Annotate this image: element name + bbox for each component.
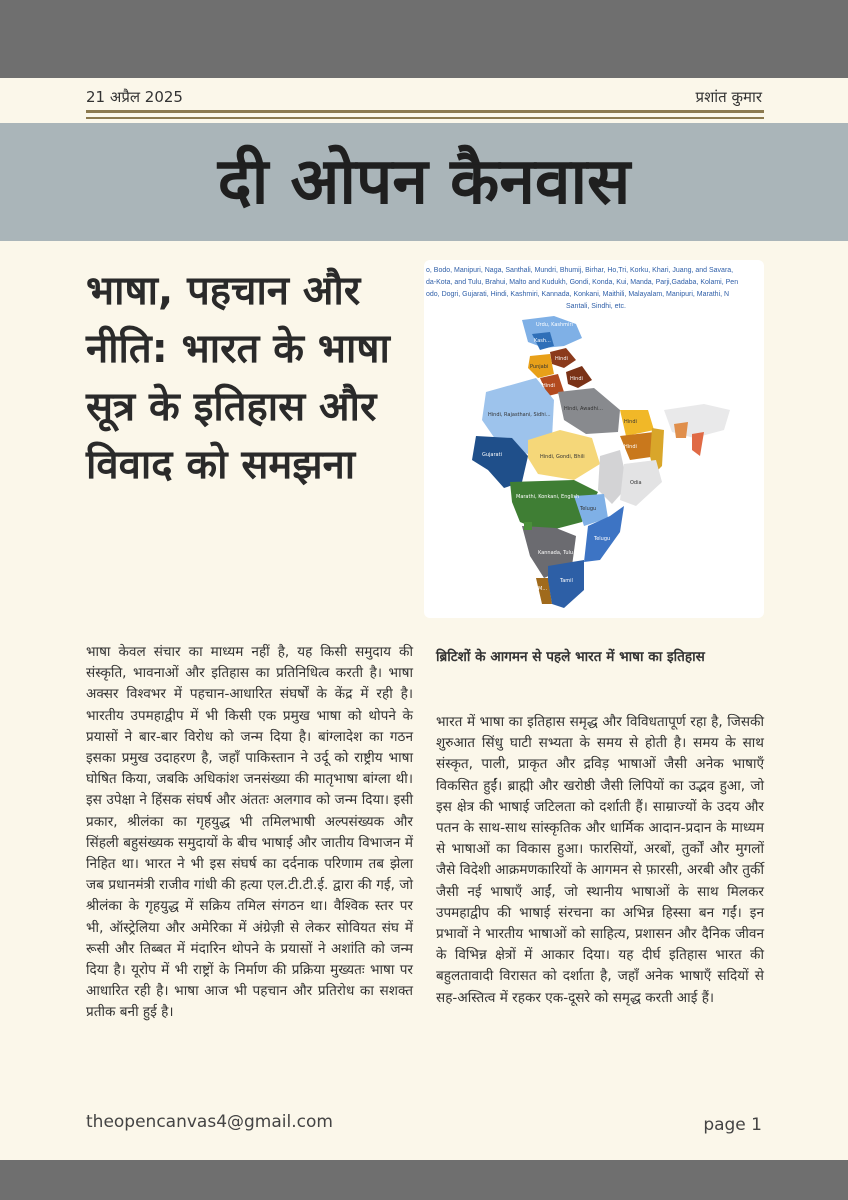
label-awadhi: Hindi, Awadhi... [564, 406, 603, 412]
map-caption-line-1: o, Bodo, Manipuri, Naga, Santhali, Mundri, Bhumij, Birhar, Ho,Tri, Korku, Khari, Juang, and Savara, [426, 267, 734, 274]
label-urdu-kashmiri: Urdu, Kashmiri [536, 322, 573, 328]
label-odia: Odia [630, 480, 642, 486]
label-marathi: Marathi, Konkani, English [516, 494, 580, 500]
map-region-goa [524, 522, 532, 530]
article-headline: भाषा, पहचान और नीति: भारत के भाषा सूत्र के इतिहास और विवाद को समझना [86, 268, 390, 488]
map-region-northeast [664, 404, 730, 438]
label-hindi-5: Hindi [624, 444, 637, 450]
label-hindi-1: Hindi [555, 356, 568, 362]
footer-email: theopencanvas4@gmail.com [86, 1112, 333, 1132]
article-body-right: भारत में भाषा का इतिहास समृद्ध और विविधतापूर्ण रहा है, जिसकी शुरुआत सिंधु घाटी सभ्यता के समय से होती है। समय के साथ संस्कृत, पाली, प्राकृत और द्रविड़ भाषाओं जैसी अनेक भाषाएँ विकसित हुईं। ब्राह्मी और खरोष्ठी जैसी लिपियों का उद्भव हुआ, जो इस क्षेत्र की भाषाई जटिलता को दर्शाती हैं। साम्राज्यों के उदय और पतन के साथ-साथ सांस्कृतिक और धार्मिक आदान-प्रदान के माध्यम से भाषाओं का विकास हुआ। फारसियों, अरबों, तुर्कों और मुगलों जैसे विदेशी आक्रमणकारियों के आगमन से फ़ारसी, अरबी और तुर्की जैसी नई भाषाएँ आईं, जो स्थानीय भाषाओं के साथ मिलकर उपमहाद्वीप की भाषाई संरचना का अभिन्न हिस्सा बन गईं। इन प्रभावों ने भारतीय भाषाओं को साहित्य, प्रशासन और दैनिक जीवन के विभिन्न क्षेत्रों में आकार दिया। यह दीर्घ इतिहास भारत की बहुलतावादी विरासत को दर्शाता है, जहाँ अनेक भाषाएँ सदियों से सह-अस्तित्व में रहकर एक-दूसरे को समृद्ध करती आई हैं। [436, 714, 764, 1006]
label-telugu-2: Telugu [594, 536, 611, 542]
header-rule-thin [86, 117, 764, 119]
author-name: प्रशांत कुमार [695, 88, 762, 106]
label-kannada: Kannada, Tulu [538, 550, 574, 556]
label-telugu-1: Telugu [580, 506, 597, 512]
label-hindi-2: Hindi [570, 376, 583, 382]
label-gujarati: Gujarati [482, 452, 502, 458]
label-ml: M... [538, 586, 548, 592]
label-punjabi: Punjabi [530, 364, 549, 370]
label-tamil: Tamil [560, 578, 573, 584]
label-gondi: Hindi, Gondi, Bhili [540, 454, 585, 460]
label-rajasthan: Hindi, Rajasthani, Sidhi... [488, 412, 551, 418]
map-region-meghalaya [674, 422, 688, 438]
article-body-left: भाषा केवल संचार का माध्यम नहीं है, यह किसी समुदाय की संस्कृति, भावनाओं और इतिहास का प्रतिनिधित्व करती है। भाषा अक्सर विश्वभर में पहचान-आधारित संघर्षों के केंद्र में रही है। भारतीय उपमहाद्वीप में भी किसी एक प्रमुख भाषा को थोपने के प्रयासों ने बार-बार विरोध को जन्म दिया है। बांग्लादेश का गठन इसका प्रमुख उदाहरण है, जहाँ पाकिस्तान ने उर्दू को राष्ट्रीय भाषा घोषित किया, जबकि अधिकांश जनसंख्या की मातृभाषा बांग्ला थी। इस उपेक्षा ने हिंसक संघर्ष और अंततः अलगाव को जन्म दिया। इसी प्रकार, श्रीलंका का गृहयुद्ध भी तमिलभाषी अल्पसंख्यक और सिंहली बहुसंख्यक समुदायों के बीच भाषाई और जातीय विभाजन में निहित था। भारत ने भी इस संघर्ष का दर्दनाक परिणाम तब झेला जब प्रधानमंत्री राजीव गांधी की हत्या एल.टी.टी.ई. द्वारा की गई, जो श्रीलंका के गृहयुद्ध में सक्रिय तमिल संगठन था। वैश्विक स्तर पर भी, ऑस्ट्रेलिया और अमेरिका में अंग्रेज़ी से लेकर सोवियत संघ में रूसी और तिब्बत में मंदारिन थोपने के प्रयासों ने अशांति को जन्म दिया है। यूरोप में भी राष्ट्रों के निर्माण की प्रक्रिया मुख्यतः भाषा पर आधारित रही है। भाषा आज भी पहचान और प्रतिरोध का सशक्त प्रतीक बनी हुई है। [86, 644, 413, 1021]
map-region-tamilnadu [548, 560, 584, 608]
india-language-map [424, 260, 764, 618]
map-region-tripura [692, 432, 704, 456]
label-hindi-3: Hindi [542, 383, 555, 389]
section-subheading: ब्रिटिशों के आगमन से पहले भारत में भाषा का इतिहास [436, 649, 705, 665]
page-number: page 1 [703, 1115, 762, 1135]
masthead-title: दी ओपन कैनवास [217, 145, 631, 219]
label-hindi-4: Hindi [624, 419, 637, 425]
map-caption-line-2: da-Kota, and Tulu, Brahui, Malto and Kudukh, Gondi, Konda, Kui, Manda, Parji,Gadaba, Kolami, Pen [426, 279, 739, 286]
header-rule-thick [86, 110, 764, 113]
map-caption-line-4: Santali, Sindhi, etc. [566, 303, 626, 310]
top-bar [0, 0, 848, 78]
bottom-bar [0, 1160, 848, 1200]
label-kash: Kash... [534, 338, 551, 344]
issue-date: 21 अप्रैल 2025 [86, 88, 183, 106]
map-caption-line-3: odo, Dogri, Gujarati, Hindi, Kashmiri, Kannada, Konkani, Maithili, Malayalam, Manipuri, Marathi, N [426, 291, 730, 298]
